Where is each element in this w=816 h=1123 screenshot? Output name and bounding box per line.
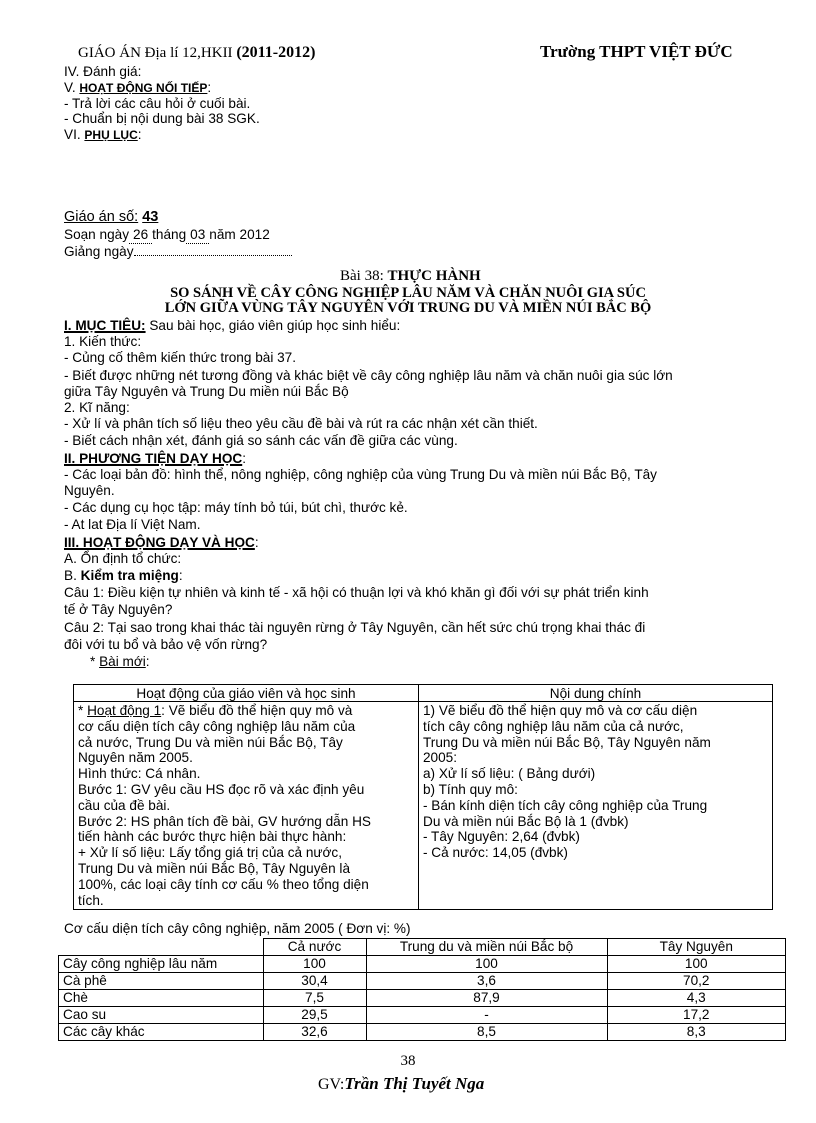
plan-soan: Soạn ngày 26 tháng 03 năm 2012 bbox=[64, 227, 270, 242]
header-left bbox=[78, 44, 315, 62]
section-1-line: 2. Kĩ năng: bbox=[64, 400, 130, 415]
data-table-caption: Cơ cấu diện tích cây công nghiệp, năm 2005 ( Đơn vị: %) bbox=[64, 921, 411, 936]
plan-number-value: 43 bbox=[142, 209, 159, 225]
section-2-heading: II. PHƯƠNG TIỆN DẠY HỌC: bbox=[64, 451, 246, 466]
new-lesson: * Bài mới: bbox=[90, 654, 150, 669]
plan-giang: Giảng ngày bbox=[64, 243, 292, 260]
header-course: GIÁO ÁN Địa lí 12,HKII bbox=[78, 45, 233, 61]
lesson-title-line-2: LỚN GIỮA VÙNG TÂY NGUYÊN VỚI TRUNG DU VÀ MIỀN NÚI BẮC BỘ bbox=[164, 300, 652, 316]
lesson-title bbox=[340, 268, 481, 285]
plan-number: Giáo án số: 43 bbox=[64, 209, 159, 225]
table-row: Chè 7,5 87,9 4,3 bbox=[59, 990, 786, 1007]
section-2-line: - Các dụng cụ học tập: máy tính bỏ túi, bút chì, thước kẻ. bbox=[64, 500, 408, 515]
activity-table bbox=[73, 684, 773, 910]
lesson-number: Bài 38: bbox=[340, 268, 384, 284]
activity-right-cell: 1) Vẽ biểu đồ thể hiện quy mô và cơ cấu diện tích cây công nghiệp lâu năm của cả nước, Trung Du và miền núi Bắc Bộ, Tây Nguyên năm 2005: a) Xử lí số liệu: ( Bảng dưới) b) Tính quy mô: - Bán kính diện tích cây công nghiệp của Trung Du và miền núi Bắc Bộ là 1 (đvbk) - Tây Nguyên: 2,64 (đvbk) - Cả nước: 14,05 (đvbk) bbox=[419, 702, 773, 910]
activity-label: Hoạt động 1 bbox=[87, 703, 162, 718]
section-1-line: - Củng cố thêm kiến thức trong bài 37. bbox=[64, 350, 297, 365]
prev-v-item-2: - Chuẩn bị nội dung bài 38 SGK. bbox=[64, 111, 260, 126]
section-2-line: - Các loại bản đồ: hình thể, nông nghiệp, công nghiệp của vùng Trung Du và miền núi Bắc Bộ, Tây bbox=[64, 467, 657, 482]
prev-v-item-1: - Trả lời các câu hỏi ở cuối bài. bbox=[64, 96, 251, 111]
section-3-heading: III. HOẠT ĐỘNG DẠY VÀ HỌC: bbox=[64, 535, 259, 550]
page-number: 38 bbox=[400, 1053, 416, 1069]
section-1-line: - Xử lí và phân tích số liệu theo yêu cầu đề bài và rút ra các nhận xét cần thiết. bbox=[64, 416, 538, 431]
activity-left-cell: * Hoạt động 1: Vẽ biểu đồ thể hiện quy mô và cơ cấu diện tích cây công nghiệp lâu năm của cả nước, Trung Du và miền núi Bắc Bộ, Tây Nguyên năm 2005. Hình thức: Cá nhân. Bước 1: GV yêu cầu HS đọc rõ và xác định yêu cầu của đề bài. Bước 2: HS phân tích đề bài, GV hướng dẫn HS tiến hành các bước thực hiện bài thực hành: + Xử lí số liệu: Lấy tổng giá trị của cả nước, Trung Du và miền núi Bắc Bộ, Tây Nguyên là 100%, các loại cây tính cơ cấu % theo tổng diện tích. bbox=[74, 702, 419, 910]
question-line: Câu 1: Điều kiện tự nhiên và kinh tế - xã hội có thuận lợi và khó khăn gì đối với sự phát triển kinh bbox=[64, 585, 649, 600]
header-year: (2011-2012) bbox=[236, 44, 316, 61]
header-school: Trường THPT VIỆT ĐỨC bbox=[540, 42, 733, 61]
lesson-type: THỰC HÀNH bbox=[387, 268, 481, 284]
prev-vi-title: PHỤ LỤC bbox=[84, 128, 138, 142]
section-1-line: 1. Kiến thức: bbox=[64, 334, 142, 349]
section-3-b: B. Kiểm tra miệng: bbox=[64, 568, 183, 583]
prev-iv: IV. Đánh giá: bbox=[64, 64, 142, 79]
table-row: Cao su 29,5 - 17,2 bbox=[59, 1007, 786, 1024]
activity-header-left: Hoạt động của giáo viên và học sinh bbox=[74, 685, 419, 702]
prev-v: V. HOẠT ĐỘNG NỐI TIẾP: bbox=[64, 80, 212, 95]
section-1-line: - Biết cách nhận xét, đánh giá so sánh các vấn đề giữa các vùng. bbox=[64, 433, 458, 448]
question-line: tế ở Tây Nguyên? bbox=[64, 602, 173, 617]
table-row: Các cây khác 32,6 8,5 8,3 bbox=[59, 1024, 786, 1041]
table-row: Cây công nghiệp lâu năm 100 100 100 bbox=[59, 956, 786, 973]
section-1-line: giữa Tây Nguyên và Trung Du miền núi Bắc Bộ bbox=[64, 384, 349, 399]
question-line: Câu 2: Tại sao trong khai thác tài nguyên rừng ở Tây Nguyên, cần hết sức chú trọng khai thác đi bbox=[64, 620, 646, 635]
section-2-line: - At lat Địa lí Việt Nam. bbox=[64, 517, 201, 532]
section-3-a: A. Ổn định tổ chức: bbox=[64, 551, 182, 566]
signature-name: Trần Thị Tuyết Nga bbox=[344, 1074, 485, 1093]
section-1-line: - Biết được những nét tương đồng và khác biệt về cây công nghiệp lâu năm và chăn nuôi gia súc lớn bbox=[64, 368, 673, 383]
prev-v-title: HOẠT ĐỘNG NỐI TIẾP bbox=[79, 81, 208, 95]
teacher-signature: GV:Trần Thị Tuyết Nga bbox=[318, 1074, 485, 1093]
data-table-header-row: Cả nước Trung du và miền núi Bắc bộ Tây Nguyên bbox=[59, 939, 786, 956]
section-2-line: Nguyên. bbox=[64, 483, 115, 498]
lesson-title-line-1: SO SÁNH VỀ CÂY CÔNG NGHIỆP LÂU NĂM VÀ CHĂN NUÔI GIA SÚC bbox=[170, 285, 646, 301]
section-1-heading: I. MỤC TIÊU: Sau bài học, giáo viên giúp học sinh hiểu: bbox=[64, 318, 401, 333]
activity-header-right: Nội dung chính bbox=[419, 685, 773, 702]
table-row: Cà phê 30,4 3,6 70,2 bbox=[59, 973, 786, 990]
question-line: đôi với tu bổ và bảo vệ vốn rừng? bbox=[64, 637, 268, 652]
prev-vi: VI. PHỤ LỤC: bbox=[64, 127, 142, 142]
data-table bbox=[58, 938, 786, 1041]
